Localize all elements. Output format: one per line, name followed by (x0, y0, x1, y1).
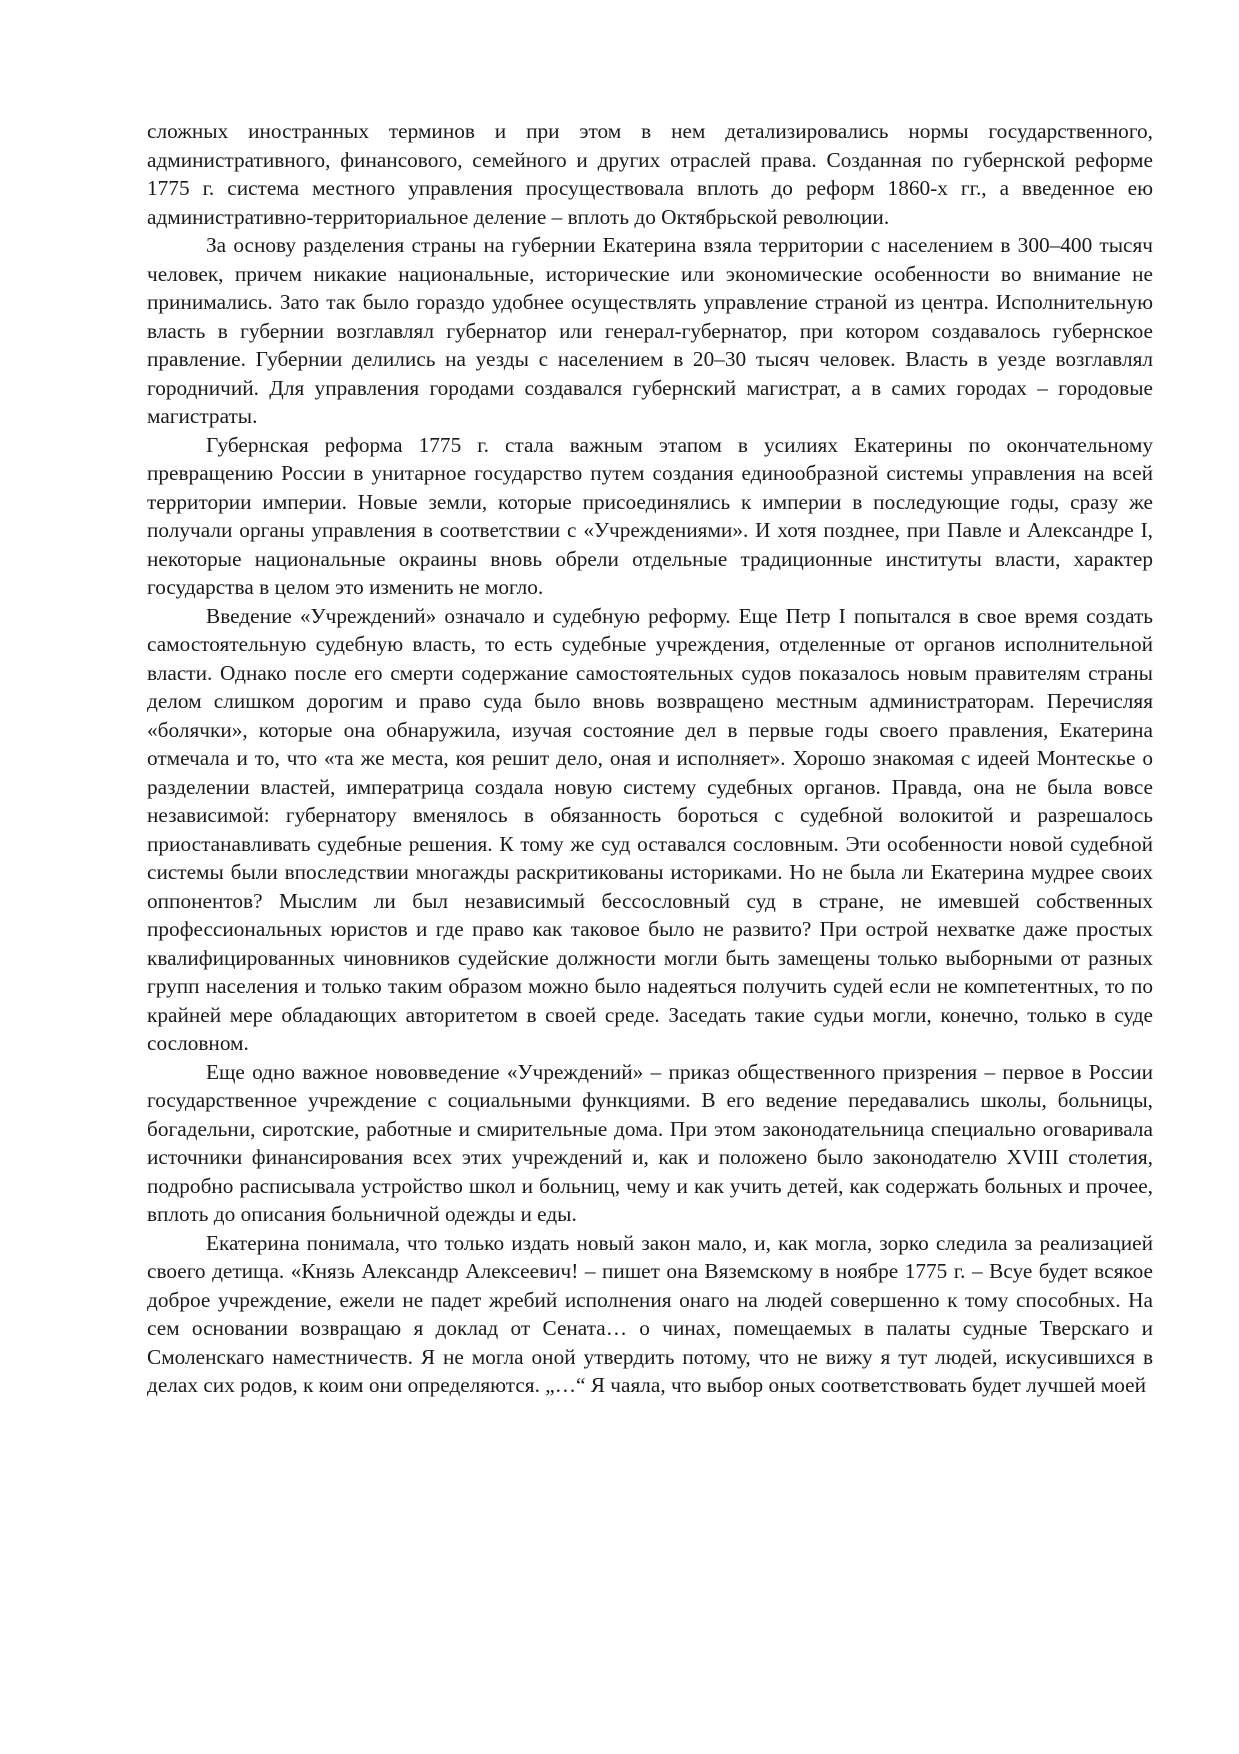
paragraph-public-charity: Еще одно важное нововведение «Учреждений» – приказ общественного призрения – первое в России государственное учреждение с социальными функциями. В его ведение передавались школы, больницы, богадельни, сиротские, работные и смирительные дома. При этом законодательница специально оговаривала источники финансирования всех этих учреждений и, как и положено было законодателю XVIII столетия, подробно расписывала устройство школ и больниц, чему и как учить детей, как содержать больных и прочее, вплоть до описания больничной одежды и еды. (147, 1059, 1153, 1226)
document-page (147, 117, 1153, 1400)
paragraph-continuation: сложных иностранных терминов и при этом в нем детализировались нормы государственного, административного, финансового, семейного и других отраслей права. Созданная по губернской реформе 1775 г. система местного управления просуществовала вплоть до реформ 1860-х гг., а введенное ею административно-территориальное деление – вплоть до Октябрьской революции. (147, 119, 1153, 229)
paragraph-reform-1775: Губернская реформа 1775 г. стала важным этапом в усилиях Екатерины по окончательному превращению России в унитарное государство путем создания единообразной системы управления на всей территории империи. Новые земли, которые присоединялись к империи в последующие годы, сразу же получали органы управления в соответствии с «Учреждениями». И хотя позднее, при Павле и Александре I, некоторые национальные окраины вновь обрели отдельные традиционные институты власти, характер государства в целом это изменить не могло. (147, 432, 1153, 599)
paragraph-provinces: За основу разделения страны на губернии Екатерина взяла территории с населением в 300–400 тысяч человек, причем никакие национальные, исторические или экономические особенности во внимание не принимались. Зато так было гораздо удобнее осуществлять управление страной из центра. Исполнительную власть в губернии возглавлял губернатор или генерал-губернатор, при котором создавалось губернское правление. Губернии делились на уезды с населением в 20–30 тысяч человек. Власть в уезде возглавлял городничий. Для управления городами создавался губернский магистрат, а в самих городах – городовые магистраты. (147, 233, 1153, 428)
paragraph-letter-vyazemsky: Екатерина понимала, что только издать новый закон мало, и, как могла, зорко следила за реализацией своего детища. «Князь Александр Алексеевич! – пишет она Вяземскому в ноябре 1775 г. – Всуе будет всякое доброе учреждение, ежели не падет жребий исполнения онаго на людей совершенно к тому способных. На сем основании возвращаю я доклад от Сената… о чинах, помещаемых в палаты судные Тверскаго и Смоленскаго наместничеств. Я не могла оной утвердить потому, что не вижу я тут людей, искусившихся в делах сих родов, к коим они определяются. „…“ Я чаяла, что выбор оных соответствовать будет лучшей моей (147, 1230, 1153, 1397)
paragraph-judicial-reform: Введение «Учреждений» означало и судебную реформу. Еще Петр I попытался в свое время создать самостоятельную судебную власть, то есть судебные учреждения, отделенные от органов исполнительной власти. Однако после его смерти содержание самостоятельных судов показалось новым правителям страны делом слишком дорогим и право суда было вновь возвращено местным администраторам. Перечисляя «болячки», которые она обнаружила, изучая состояние дел в первые годы своего правления, Екатерина отмечала и то, что «та же места, коя решит дело, оная и исполняет». Хорошо знакомая с идеей Монтескье о разделении властей, императрица создала новую систему судебных органов. Правда, она не была вовсе независимой: губернатору вменялось в обязанность бороться с судебной волокитой и разрешалось приостанавливать судебные решения. К тому же суд оставался сословным. Эти особенности новой судебной системы были впоследствии многажды раскритикованы историками. Но не была ли Екатерина мудрее своих оппонентов? Мыслим ли был независимый бессословный суд в стране, не имевшей собственных профессиональных юристов и где право как таковое было не развито? При острой нехватке даже простых квалифицированных чиновников судейские должности могли быть замещены только выборными от разных групп населения и только таким образом можно было надеяться получить судей если не компетентных, то по крайней мере обладающих авторитетом в своей среде. Заседать такие судьи могли, конечно, только в суде сословном. (147, 603, 1153, 1055)
